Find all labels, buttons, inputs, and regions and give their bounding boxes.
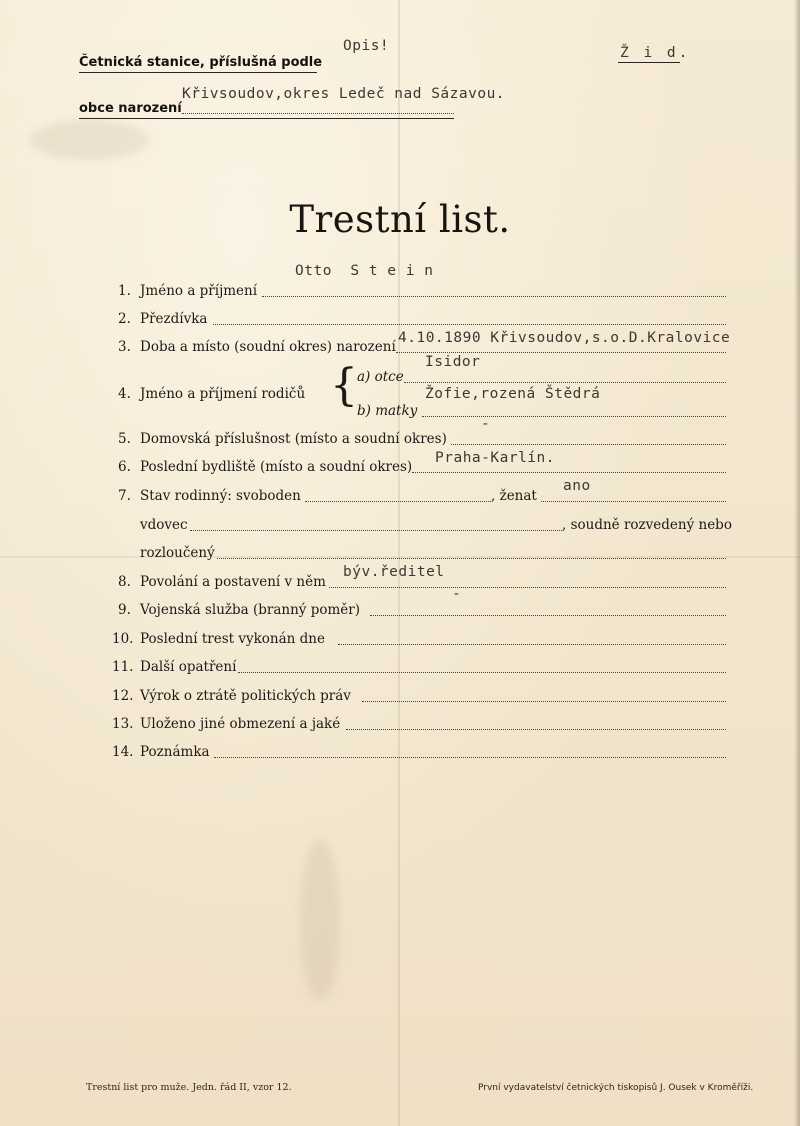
mother-dots <box>422 416 726 417</box>
field-7-label: Stav rodinný: svoboden <box>140 488 301 504</box>
field-10-label: Poslední trest vykonán dne <box>140 631 325 647</box>
footer-printer: První vydavatelství četnických tiskopisů J. Ousek v Kroměříži. <box>478 1083 754 1093</box>
field-11-label: Další opatření <box>140 659 237 675</box>
field-10-dots <box>338 644 726 645</box>
copy-mark: Opis! <box>343 38 390 54</box>
field-5-number: 5. <box>118 431 131 447</box>
separated-label: rozloučený <box>140 545 215 561</box>
field-8-number: 8. <box>118 574 131 590</box>
field-3-dots <box>396 352 726 353</box>
field-11-dots <box>238 672 726 673</box>
birth-municipality-label: obce narození <box>79 101 182 116</box>
field-2-dots <box>213 324 726 325</box>
parents-brace-icon: { <box>330 360 358 411</box>
father-value: Isidor <box>425 354 481 370</box>
field-5-dots <box>451 444 726 445</box>
mother-label: b) matky <box>357 403 418 419</box>
field-1-dots <box>262 296 726 297</box>
married-dots <box>541 501 726 502</box>
field-3-label: Doba a místo (soudní okres) narození <box>140 339 396 355</box>
mother-value: Žofie,rozená Štědrá <box>425 386 601 402</box>
field-3-value: 4.10.1890 Křivsoudov,s.o.D.Kralovice <box>398 330 731 346</box>
paper-edge-shadow <box>794 0 800 1126</box>
field-14-label: Poznámka <box>140 744 210 760</box>
field-9-value: - <box>452 586 462 602</box>
field-1-number: 1. <box>118 283 131 299</box>
field-9-label: Vojenská služba (branný poměr) <box>140 602 360 618</box>
paper-stain <box>30 120 150 160</box>
field-9-dots <box>370 615 726 616</box>
field-12-number: 12. <box>112 688 134 704</box>
field-8-value: býv.ředitel <box>343 564 445 580</box>
field-12-dots <box>362 701 726 702</box>
married-value: ano <box>563 478 591 494</box>
fold-line-vertical <box>398 0 400 1126</box>
field-5-label: Domovská příslušnost (místo a soudní okres) <box>140 431 447 447</box>
field-10-number: 10. <box>112 631 134 647</box>
field-8-label: Povolání a postavení v něm <box>140 574 326 590</box>
birth-municipality-underline <box>79 118 454 119</box>
field-6-dots <box>412 472 726 473</box>
field-1-value: Otto S t e i n <box>295 263 434 279</box>
footer-form-id: Trestní list pro muže. Jedn. řád II, vzor 12. <box>86 1082 292 1093</box>
field-14-number: 14. <box>112 744 134 760</box>
field-2-number: 2. <box>118 311 131 327</box>
birth-municipality-value: Křivsoudov,okres Ledeč nad Sázavou. <box>182 86 506 102</box>
birth-municipality-dots <box>182 113 454 114</box>
station-label: Četnická stanice, příslušná podle <box>79 55 323 70</box>
field-13-number: 13. <box>112 716 134 732</box>
field-4-label: Jméno a příjmení rodičů <box>140 386 306 402</box>
field-6-number: 6. <box>118 459 131 475</box>
married-label: , ženat <box>491 488 537 504</box>
field-11-number: 11. <box>112 659 134 675</box>
divorced-label: , soudně rozvedený nebo <box>562 517 732 533</box>
field-3-number: 3. <box>118 339 131 355</box>
field-8-dots <box>329 587 726 588</box>
field-2-label: Přezdívka <box>140 311 208 327</box>
station-underline <box>79 72 317 73</box>
field-12-label: Výrok o ztrátě politických práv <box>140 688 351 704</box>
single-dots <box>305 501 491 502</box>
field-5-value: - <box>481 416 491 432</box>
field-1-label: Jméno a příjmení <box>140 283 258 299</box>
field-13-label: Uloženo jiné obmezení a jaké <box>140 716 341 732</box>
field-6-value: Praha-Karlín. <box>435 450 555 466</box>
field-14-dots <box>214 757 726 758</box>
widower-label: vdovec <box>140 517 188 533</box>
field-13-dots <box>346 729 726 730</box>
father-label: a) otce <box>357 369 404 385</box>
field-7-number: 7. <box>118 488 131 504</box>
category-underline <box>618 62 680 63</box>
field-9-number: 9. <box>118 602 131 618</box>
widower-dots <box>190 530 562 531</box>
paper-stain <box>300 840 340 1000</box>
field-6-label: Poslední bydliště (místo a soudní okres) <box>140 459 413 475</box>
category-mark: Ž i d. <box>620 45 691 61</box>
field-4-number: 4. <box>118 386 131 402</box>
separated-dots <box>217 558 726 559</box>
document-title: Trestní list. <box>289 198 511 241</box>
father-dots <box>404 382 726 383</box>
